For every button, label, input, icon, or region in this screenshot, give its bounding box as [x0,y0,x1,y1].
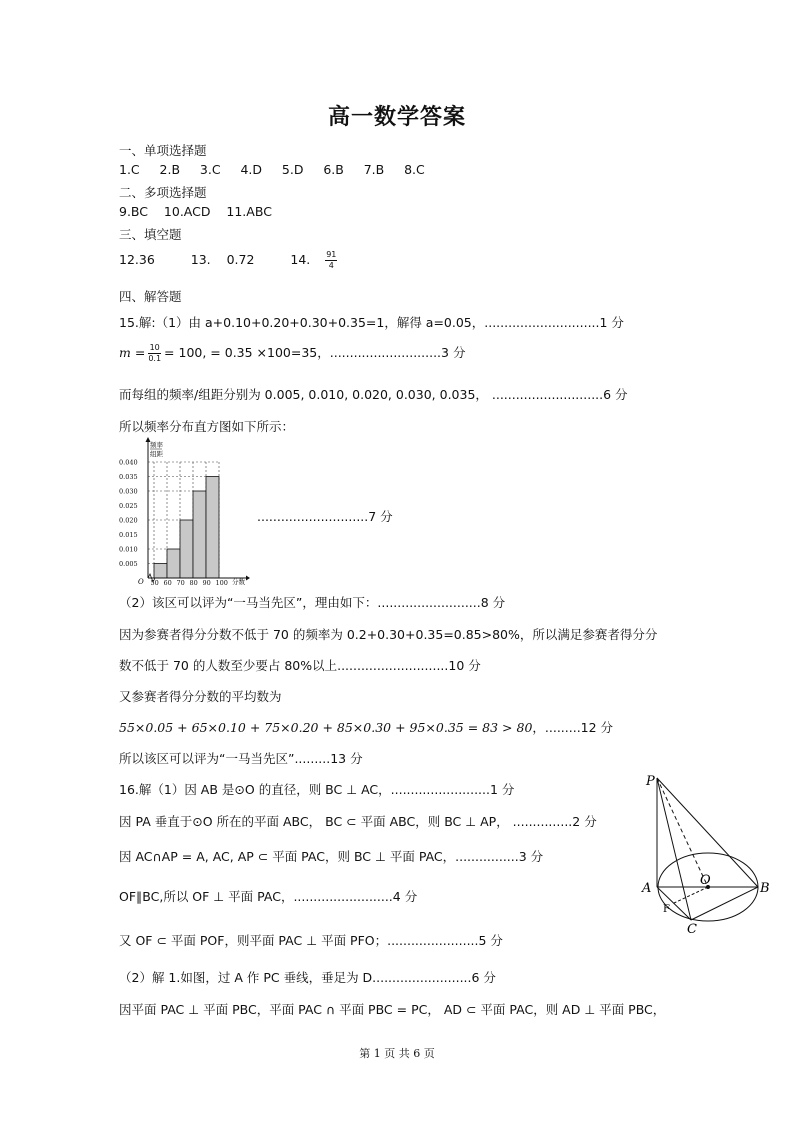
y-tick-label: 0.030 [119,487,138,496]
histogram-bar [154,564,167,579]
x-tick-label: 70 [176,579,185,586]
answer-7: 7.B [363,162,385,177]
section-heading-multi-choice: 二、多项选择题 [119,185,207,200]
origin-label: O [138,578,144,586]
label-C: C [687,922,697,937]
y-axis-label-top: 频率 [150,441,163,449]
q15-line-9: 55×0.05 + 65×0.10 + 75×0.20 + 85×0.30 + 95×0.35 = 83 > 80，.........12 分 [119,720,614,735]
answer-10: 10.ACD [163,204,211,219]
x-tick-label: 80 [189,579,198,586]
histogram-bar [193,491,206,578]
y-tick-label: 0.005 [119,560,138,568]
x-axis-arrow-icon [246,576,250,581]
answer-12: 12.36 [119,252,155,267]
q13-label: 13. [190,252,211,267]
answer-13: 0.72 [226,252,255,267]
answer-11: 11.ABC [226,204,272,219]
y-tick-label: 0.035 [119,473,138,481]
label-O: O [700,873,711,888]
histogram-score: ............................7 分 [257,509,393,524]
answer-5: 5.D [281,162,304,177]
cone-diagram [640,770,775,940]
x-tick-label: 100 [215,579,228,586]
section-heading-fill: 三、填空题 [119,227,182,242]
mean-formula: 55×0.05 + 65×0.10 + 75×0.20 + 85×0.30 + 95×0.35 = 83 > 80 [119,720,533,735]
segment-PC [657,778,691,920]
answer-8: 8.C [404,162,425,177]
y-tick-label: 0.025 [119,502,138,510]
single-choice-answers [119,162,425,177]
multi-choice-answers [119,204,272,219]
answer-6: 6.B [323,162,344,177]
page-title: 高一数学答案 [327,104,466,130]
x-tick-label: 90 [202,579,211,586]
q15-line-8: 又参赛者得分分数的平均数为 [119,689,282,704]
q15-line-10: 所以该区可以评为“一马当先区”.........13 分 [119,751,363,766]
answer-3: 3.C [199,162,221,177]
x-axis-label: 分数 [232,578,245,586]
answer-4: 4.D [240,162,263,177]
q16-line-7: 因平面 PAC ⊥ 平面 PBC，平面 PAC ∩ 平面 PBC = PC， AD ⊂ 平面 PAC，则 AD ⊥ 平面 PBC， [119,1002,666,1017]
q16-line-5: 又 OF ⊂ 平面 POF，则平面 PAC ⊥ 平面 PFO；.......................5 分 [119,933,503,948]
segment-BC [691,887,758,920]
q15-line-5: （2）该区可以评为“一马当先区”，理由如下：..........................8 分 [119,595,506,610]
q16-line-2: 因 PA 垂直于⊙O 所在的平面 ABC， BC ⊂ 平面 ABC，则 BC ⊥ AP， ...............2 分 [119,814,597,829]
frequency-histogram [118,436,250,586]
page-footer: 第 1 页 共 6 页 [359,1047,435,1060]
y-tick-label: 0.040 [119,458,138,467]
histogram-bar [167,549,180,578]
label-F: F [663,904,670,915]
q16-line-1: 16.解（1）因 AB 是⊙O 的直径，则 BC ⊥ AC，.........................1 分 [119,782,515,797]
answer-2: 2.B [159,162,181,177]
label-B: B [760,881,770,896]
y-axis-label-bottom: 组距 [150,450,163,458]
segment-OF [674,887,708,903]
q15-line-4: 所以频率分布直方图如下所示： [119,419,295,434]
q16-line-6: （2）解 1.如图，过 A 作 PC 垂线，垂足为 D.........................6 分 [119,970,496,985]
section-heading-single-choice: 一、单项选择题 [119,143,207,158]
q14-label: 14. [290,252,311,267]
segment-PB [657,778,758,887]
q15-line-1: 15.解:（1）由 a+0.10+0.20+0.30+0.35=1，解得 a=0.05，.............................1 分 [119,315,624,330]
y-tick-label: 0.020 [119,516,138,525]
histogram-bar [206,477,219,579]
q15-line-6: 因为参赛者得分分数不低于 70 的频率为 0.2+0.30+0.35=0.85>80%，所以满足参赛者得分分 [119,627,658,642]
answer-9: 9.BC [119,204,149,219]
q16-line-3: 因 AC∩AP = A, AC, AP ⊂ 平面 PAC，则 BC ⊥ 平面 PAC，................3 分 [119,849,544,864]
answer-1: 1.C [119,162,140,177]
section-heading-solutions: 四、解答题 [119,289,182,304]
q15-line-7: 数不低于 70 的人数至少要占 80%以上............................10 分 [119,658,481,673]
answer-14-fraction: $\frac{91}{4}$ [326,250,337,270]
histogram-bar [180,520,193,578]
q15-line-2: m = $\frac{10}{0.1}$ = 100, = 0.35 ×100=35，............................3 分 [119,343,466,363]
label-A: A [642,881,652,896]
q15-line-3: 而每组的频率/组距分别为 0.005, 0.010, 0.020, 0.030, 0.035， ............................6 分 [119,387,628,402]
y-tick-label: 0.015 [119,531,138,539]
label-P: P [646,774,655,789]
x-tick-label: 50 [150,579,159,586]
x-tick-label: 60 [163,579,172,586]
y-tick-label: 0.010 [119,545,138,554]
q16-line-4: OF∥BC,所以 OF ⊥ 平面 PAC，.........................4 分 [119,889,418,904]
fill-answers [119,250,340,271]
